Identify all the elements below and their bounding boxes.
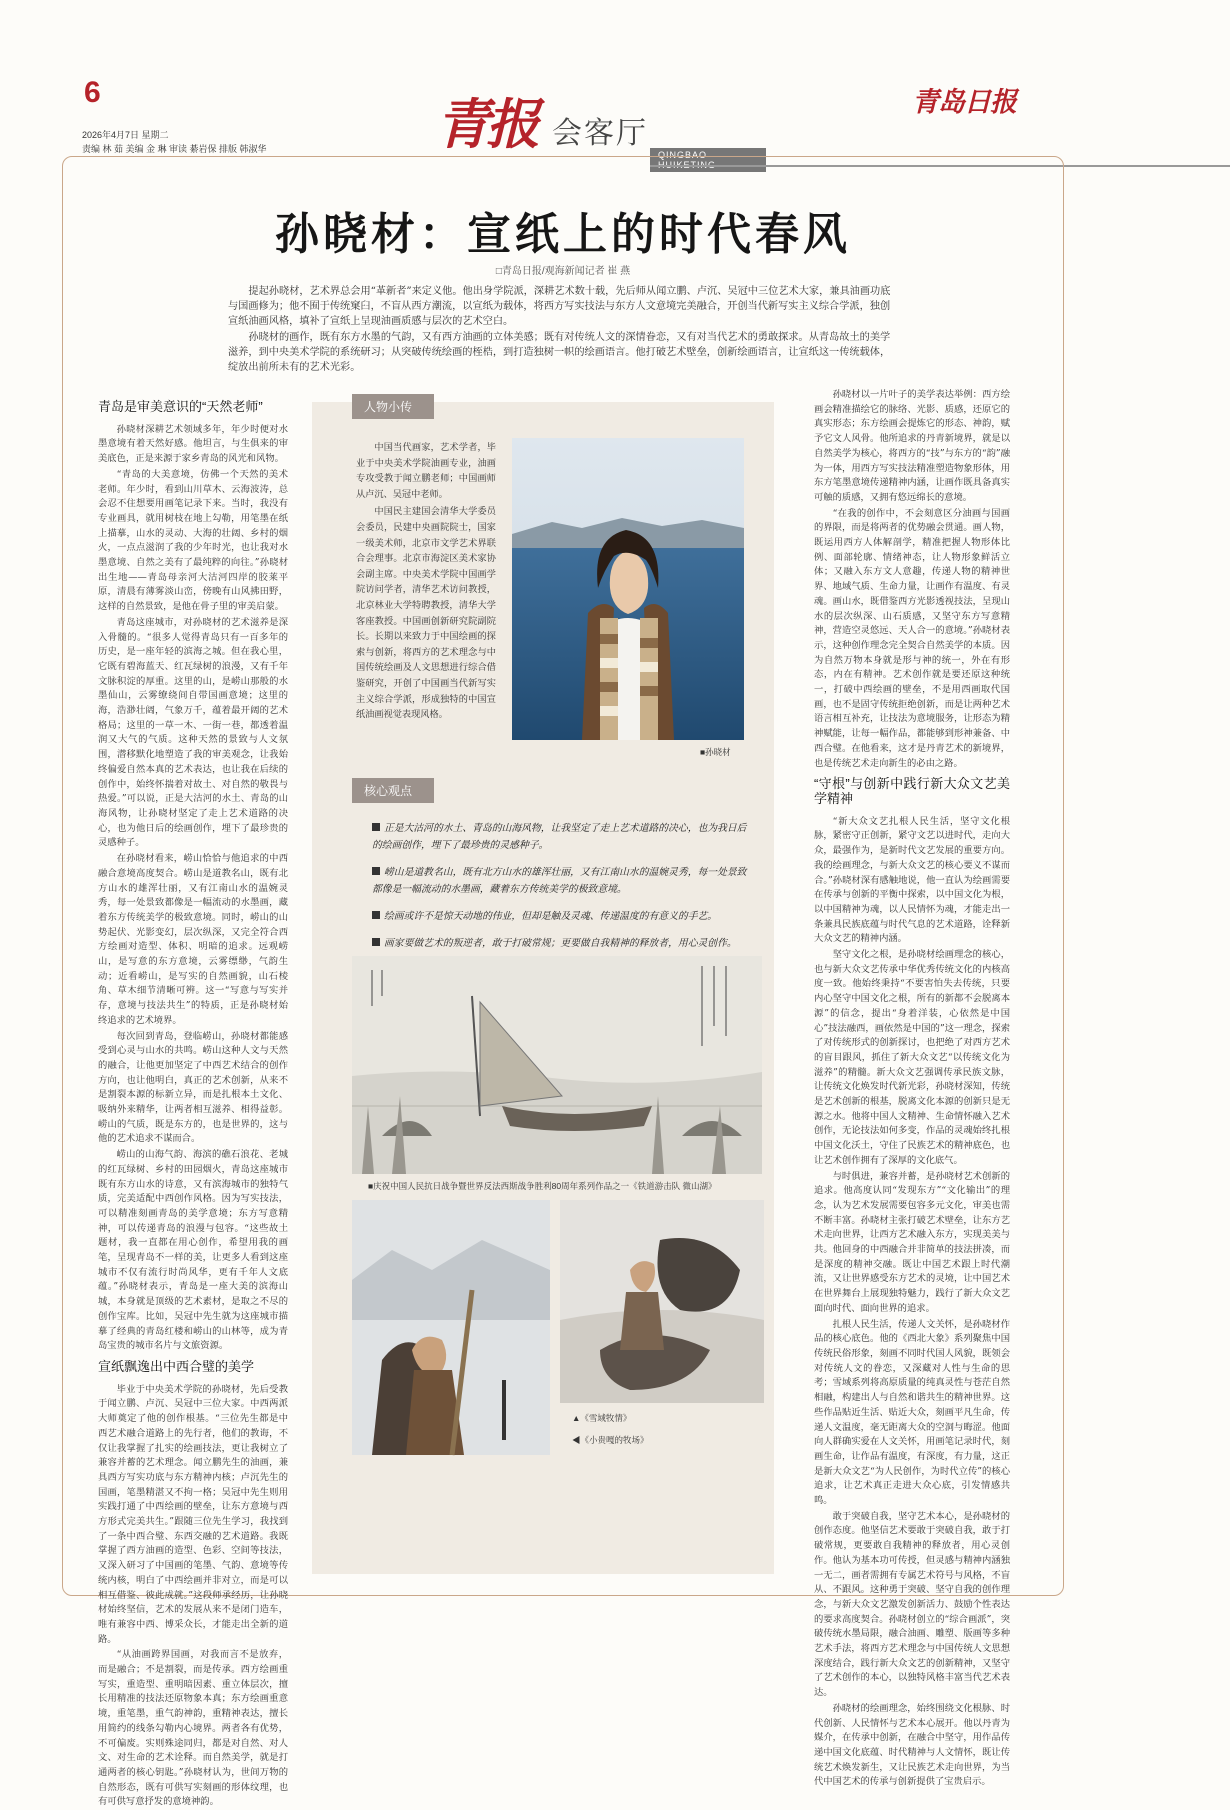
body-paragraph: 孙晓材以一片叶子的美学表达举例：西方绘画会精准描绘它的脉络、光影、质感，还原它的真实形态；东方绘画会提炼它的形态、神韵，赋予它文人风骨。他所追求的丹青新境界，就是以自然美学为核心，将西方的“技”与东方的“韵”融为一体，用西方写实技法精准塑造物象形体，用东方笔墨意境传递精神内涵，让画作既具备真实可触的质感，又拥有悠远绵长的意境。 bbox=[814, 389, 1010, 503]
artwork-railway-guerrillas bbox=[352, 956, 762, 1174]
body-paragraph: 坚守文化之根，是孙晓材绘画理念的核心，也与新大众文艺传承中华优秀传统文化的内核高度一致。他始终秉持“不要害怕失去传统，只要内心坚守中国文化之根，所有的新都不会脱离本源”的信念，提出“身着洋装，心依然是中国心”技法融西，画依然是中国的”这一理念，探索了对传统形式的创新探讨，也把绝了对西方艺术的盲目跟风，抓住了新大众文艺“以传统文化为滋养”的精髓。新大众文艺强调传承民族文脉，让传统文化焕发时代新光彩，孙晓材深知，传统是艺术创新的根基，脱离文化本源的创新只是无源之水。他将中国人文精神、生命情怀融入艺术创作，无论技法如何多变，作品的灵魂始终扎根中国文化沃土，守住了民族艺术的精神底色，也让艺术创作拥有了深厚的文化底气。 bbox=[814, 949, 1010, 1166]
issue-credits: 责编 林 茹 美编 金 琳 审读 綦岩保 排版 韩淑华 bbox=[82, 144, 267, 154]
lead-paragraph: 提起孙晓材，艺术界总会用“革新者”来定义他。他出身学院派，深耕艺术数十载，先后师从闻立鹏、卢沉、吴冠中三位艺术大家，兼具油画功底与国画修为；他不囿于传统窠臼，不盲从西方潮流，以宣纸为载体，将西方写实技法与东方人文意境完美融合，开创当代新写实主义综合学派，独创宣纸油画风格，填补了宣纸上呈现油画质感与层次的艺术空白。 bbox=[228, 286, 891, 327]
square-bullet-icon bbox=[372, 911, 380, 919]
column-name: 会客厅 bbox=[552, 116, 648, 151]
body-paragraph: 青岛这座城市，对孙晓材的艺术滋养是深入骨髓的。“很多人觉得青岛只有一百多年的历史，是一座年轻的滨海之城。但在我心里，它既有碧海蓝天、红瓦绿树的浪漫，又有千年文脉积淀的厚重。这里的山，是崂山那般的水墨仙山，云雾缭绕间自带国画意境；这里的海，浩渺壮阔，气象万千，蕴着最开阔的艺术格局；这里的一草一木、一街一巷，都透着温润又大气的气质。这种天然的景致与人文氛围，潜移默化地塑造了我的审美观念，让我始终偏爱自然本真的艺术表达，也让我在后续的创作中，始终怀揣着对故土、对自然的敬畏与热爱。”可以说，正是大沽河的水土、青岛的山海风物，让孙晓材坚定了走上艺术道路的决心，也为他日后的绘画创作，埋下了最珍贵的灵感种子。 bbox=[98, 616, 288, 849]
newspaper-masthead: 青岛日报 bbox=[912, 87, 1016, 118]
core-point bbox=[372, 935, 750, 952]
bio-tag: 人物小传 bbox=[352, 394, 434, 419]
core-point bbox=[372, 864, 750, 898]
column-pinyin: QINGBAO bbox=[650, 148, 766, 172]
body-paragraph: 每次回到青岛，登临崂山，孙晓材都能感受到心灵与山水的共鸣。崂山这种人文与天然的融合，让他更加坚定了中西艺术结合的创作方向，也让他明白，真正的艺术创新，从来不是割裂本源的标新立异，而是扎根本土文化、吸纳外来精华，让两者相互滋养、相得益彰。崂山的气质，既是东方的，也是世界的，这与他的艺术追求不谋而合。 bbox=[98, 1030, 288, 1145]
artwork-pasture bbox=[560, 1200, 764, 1403]
page-number: 6 bbox=[84, 76, 101, 109]
body-paragraph: 毕业于中央美术学院的孙晓材，先后受教于闻立鹏、卢沉、吴冠中三位大家。中西两派大师奠定了他的创作根基。“三位先生都是中西艺术融合道路上的先行者，他们的教诲，不仅让我掌握了扎实的绘画技法，更让我树立了兼容并蓄的艺术理念。闻立鹏先生的油画，兼具西方写实功底与东方精神内核；卢沉先生的国画，笔墨精湛又不拘一格；吴冠中先生则用实践打通了中西绘画的壁垒，让东方意境与西方形式完美共生。”跟随三位先生学习，我找到了一条中西合璧、东西交融的艺术道路。我既掌握了西方油画的造型、色彩、空间等技法，又深入研习了中国画的笔墨、气韵、意境等传统内核，明白了中西绘画并非对立，而是可以相互借鉴、彼此成就。”这段师承经历，让孙晓材始终坚信，艺术的发展从来不是闭门造车，唯有兼容中西、博采众长，才能走出全新的道路。 bbox=[98, 1383, 288, 1645]
body-paragraph: 在孙晓材看来，崂山恰恰与他追求的中西融合意境高度契合。崂山是道教名山，既有北方山水的雄浑壮丽，又有江南山水的温婉灵秀，每一处景致都像是一幅流动的水墨画，藏着东方传统美学的极致意境。同时，崂山的山势起伏、光影变幻，层次纵深，又完全符合西方绘画对造型、体积、明暗的追求。远观崂山，是写意的东方意境，云雾缥缈，气韵生动；近看崂山，是写实的自然画貌，山石棱角、草木细节清晰可辨。这一“写意与写实并存，意境与技法共生”的特质，正是孙晓材始终追求的艺术境界。 bbox=[98, 853, 288, 1026]
section-title: 宣纸飘逸出中西合璧的美学 bbox=[98, 1359, 255, 1374]
square-bullet-icon bbox=[372, 867, 380, 875]
body-paragraph: “新大众文艺扎根人民生活，坚守文化根脉，紧密守正创新，紧守文艺以进时代，走向大众，最强作为，是新时代文艺发展的重要方向。我的绘画理念，与新大众文艺的核心要义不谋而合。”孙晓材深有感触地说，他一直认为绘画需要在传承与创新的平衡中探索，以中国文化为根，以中国精神为魂，以人民情怀为魂，才能走出一条兼具民族底蕴与时代气息的艺术道路，诠释新大众文艺的精神内涵。 bbox=[814, 815, 1010, 945]
core-point-text: 绘画或许不是惊天动地的伟业，但却是触及灵魂、传递温度的有意义的手艺。 bbox=[384, 911, 718, 922]
square-bullet-icon bbox=[372, 823, 380, 831]
body-paragraph: 孙晓材深耕艺术领域多年，年少时便对水墨意境有着天然好感。他坦言，与生俱来的审美底色，正是来源于家乡青岛的风光和风物。 bbox=[98, 423, 288, 465]
bio-text bbox=[356, 440, 496, 725]
left-column bbox=[98, 394, 288, 1808]
core-point bbox=[372, 908, 750, 925]
lead-paragraph: 孙晓材的画作，既有东方水墨的气韵，又有西方油画的立体美感；既有对传统人文的深情眷恋，又有对当代艺术的勇敢探求。从青岛故土的美学滋养，到中央美术学院的系统研习；从突破传统绘画的桎梏，到打造独树一帜的绘画语言。他打破艺术壁垒，创新绘画语言，让宣纸这一传统载体，绽放出前所未有的艺术光彩。 bbox=[228, 332, 891, 373]
body-paragraph: 与时俱进，兼容并蓄，是孙晓材艺术创新的追求。他高度认同“发现东方”“文化输出”的理念，认为艺术发展需要包容多元文化，审美也需不断丰富。孙晓材主张打破艺术壁垒，让东方艺术走向世界，让西方艺术融入东方，实现美美与共。他回身的中西融合并非简单的技法拼凑，而是深度的精神交融。既让中国艺术跟上时代潮流，又让世界感受东方艺术的灵境，让中国艺术在世界舞台上展现独特魅力，践行了新大众文艺面向时代、面向世界的追求。 bbox=[814, 1170, 1010, 1314]
body-paragraph: 崂山的山海气韵、海滨的礁石浪花、老城的红瓦绿树、乡村的田园烟火，青岛这座城市既有东方山水的诗意，又有滨海城市的独特气质，完美适配中西创作风格。因为写实技法，可以精准刻画青岛的美学意境；东方写意精神，可以传递青岛的浪漫与包容。“这些故土题材，我一直都在用心创作，希望用我的画笔，呈现青岛不一样的美，让更多人看到这座城市不仅有流行时尚风华，更有千年人文底蕴。”孙晓材表示，青岛是一座大美的滨海山城，本身就是顶级的艺术素材，是取之不尽的创作宝库。比如，吴冠中先生就为这座城市描摹了经典的青岛红楼和崂山的山林等，成为青岛宝贵的城市名片与文旅资源。 bbox=[98, 1149, 288, 1352]
body-paragraph: “从油画跨界国画，对我而言不是放弃，而是融合；不是割裂，而是传承。西方绘画重写实，重造型、重明暗因素、重立体层次，擅长用精准的技法还原物象本真；东方绘画重意境，重笔墨，重气韵神韵，重精神表达，擅长用简约的线条勾勒内心境界。两者各有优势，不可偏废。实则殊途同归，都是对自然、对人文、对生命的艺术诠释。而自然美学，就是打通两者的核心钥匙。”孙晓材认为，世间万物的自然形态，既有可供写实刻画的形体纹理，也有可供写意抒发的意境神韵。 bbox=[98, 1649, 288, 1808]
core-point bbox=[372, 820, 750, 854]
article-byline: □青岛日报/观海新闻记者 崔 燕 bbox=[495, 266, 631, 277]
core-point-text: 正是大沽河的水土、青岛的山海风物，让我坚定了走上艺术道路的决心，也为我日后的绘画创作，埋下了最珍贵的灵感种子。 bbox=[372, 823, 747, 851]
issue-meta bbox=[82, 128, 267, 156]
bio-paragraph: 中国民主建国会清华大学委员会委员，民建中央画院院士，国家一级美术师，北京市文学艺术界联合会理事。北京市海淀区美术家协会副主席。中央美术学院中国画学院访问学者，清华艺术访问教授，北京林业大学特聘教授，清华大学客座教授。中国画创新研究院副院长。长期以来致力于中国绘画的探索与创新，将西方的艺术理念与中国传统绘画及人文思想进行综合借鉴研究，开创了中国画当代新写实主义综合学派，形成独特的中国宣纸油画视觉表现风格。 bbox=[356, 506, 496, 721]
portrait-photo bbox=[512, 438, 744, 740]
artwork2-caption: ▲《雪域牧情》 bbox=[572, 1413, 632, 1423]
square-bullet-icon bbox=[372, 938, 380, 946]
section-title: 青岛是审美意识的“天然老师” bbox=[98, 399, 263, 414]
article-headline: 孙晓材：宣纸上的时代春风 bbox=[275, 209, 851, 260]
body-paragraph: “在我的创作中，不会刻意区分油画与国画的界限，而是将两者的优势融会贯通。画人物，既运用西方人体解剖学，精准把握人物形体比例、面部轮廓、情绪神态，让人物形象鲜活立体；又融入东方文人意趣，传递人物的精神世界、地域气质、生命力量，让画作有温度、有灵魂。画山水，既借鉴西方光影透视技法，呈现山水的层次纵深、山石质感，又坚守东方写意精神，营造空灵悠远、天人合一的意境。”孙晓材表示，这种创作理念完全契合自然美学的本质。因为自然万物本身就是形与神的统一，外在有形态，内在有精神。艺术创作就是要还原这种统一，打破中西绘画的壁垒，不是用西画取代国画，也不是固守传统拒绝创新，而是让两种艺术语言相互补充，让技法为意境服务，让形态为精神赋能，让每一幅作品，都能够到形神兼备、中西合璧。在他看来，这才是丹青艺术的新境界，也是传统艺术走向新生的必由之路。 bbox=[814, 507, 1010, 769]
core-point-text: 崂山是道教名山，既有北方山水的雄浑壮丽，又有江南山水的温婉灵秀，每一处景致都像是一幅流动的水墨画，藏着东方传统美学的极致意境。 bbox=[372, 867, 747, 895]
core-points bbox=[372, 820, 750, 962]
issue-date: 2026年4月7日 星期二 bbox=[82, 130, 169, 140]
body-paragraph: 孙晓材的绘画理念，始终围绕文化根脉、时代创新、人民情怀与艺术本心展开。他以丹青为媒介，在传承中创新，在融合中坚守，用作品传递中国文化底蕴、时代精神与人文情怀，既让传统艺术焕发新生，又让民族艺术走向世界，为当代中国艺术的传承与创新提供了宝贵启示。 bbox=[814, 1702, 1010, 1788]
article-lead bbox=[228, 284, 900, 376]
artwork3-caption: ◀《小贵嘎的牧场》 bbox=[572, 1435, 649, 1445]
body-paragraph: “青岛的大美意境，仿佛一个天然的美术老师。年少时，看到山川草木、云海波涛，总会忍不住想要用画笔记录下来。当时，我没有专业画具，就用树枝在地上勾勒，用笔墨在纸上描摹，山水的灵动、大海的壮阔、乡村的烟火，一点点滋润了我的少年时光，也让我对水墨意境、自然之美有了最纯粹的向往。”孙晓材出生地——青岛母亲河大沽河四岸的胶莱平原，清晨有薄雾淡山峦，傍晚有山风拂田野，这样的自然景致，是他在骨子里的审美启蒙。 bbox=[98, 468, 288, 613]
core-tag: 核心观点 bbox=[352, 778, 434, 803]
artwork1-caption: ■庆祝中国人民抗日战争暨世界反法西斯战争胜利80周年系列作品之一《铁道游击队 微山湖》 bbox=[368, 1181, 717, 1191]
artwork-snowland bbox=[352, 1200, 550, 1455]
core-point-text: 画家要做艺术的叛逆者，敢于打破常规；更要做自我精神的释放者，用心灵创作。 bbox=[384, 938, 737, 949]
body-paragraph: 扎根人民生活，传递人文关怀，是孙晓材作品的核心底色。他的《西北大象》系列聚焦中国传统民俗形象，刻画不同时代国人风貌，既领会对传统人文的眷恋，又深藏对人性与生命的思考；雪域系列将高原质量的纯真灵性与苍茫自然相融，构建出人与自然和谐共生的精神世界。这些作品贴近生活、贴近大众，刻画平凡生命，传递人文温度，毫无距离大众的空洞与晦涩。他面向人群确实爱在人文关怀，用画笔记录时代，刻画生命，让作品有温度，有深度，有力量，这正是新大众文艺“为人民创作，为时代立传”的核心追求，让艺术真正走进大众心底，引发情感共鸣。 bbox=[814, 1318, 1010, 1507]
bio-paragraph: 中国当代画家，艺术学者，毕业于中央美术学院油画专业，油画专攻受教于闻立鹏老师；中国画师从卢沉、吴冠中老师。 bbox=[356, 442, 496, 500]
right-column bbox=[814, 388, 1010, 1788]
portrait-caption: ■孙晓材 bbox=[700, 747, 731, 757]
section-title: “守根”与创新中践行新大众文艺美学精神 bbox=[814, 776, 1010, 806]
column-brand: 青报 bbox=[436, 92, 536, 156]
body-paragraph: 敢于突破自我，坚守艺术本心，是孙晓材的创作态度。他坚信艺术要敢于突破自我，敢于打破常规，更要敢自我精神的释放者，用心灵创作。他认为基本功可传授，但灵感与精神内涵独一无二，画者需拥有专属艺术符号与风格，不盲从、不跟风。这种勇于突破、坚守自我的创作理念，与新大众文艺激发创新活力、鼓励个性表达的要求高度契合。孙晓材创立的“综合画派”，突破传统水墨局限，融合油画、雕塑、版画等多种艺术手法，将西方艺术理念与中国传统人文思想深度结合，践行新大众文艺的创新精神，又坚守了艺术创作的本心，以独特风格丰富当代艺术表达。 bbox=[814, 1510, 1010, 1699]
